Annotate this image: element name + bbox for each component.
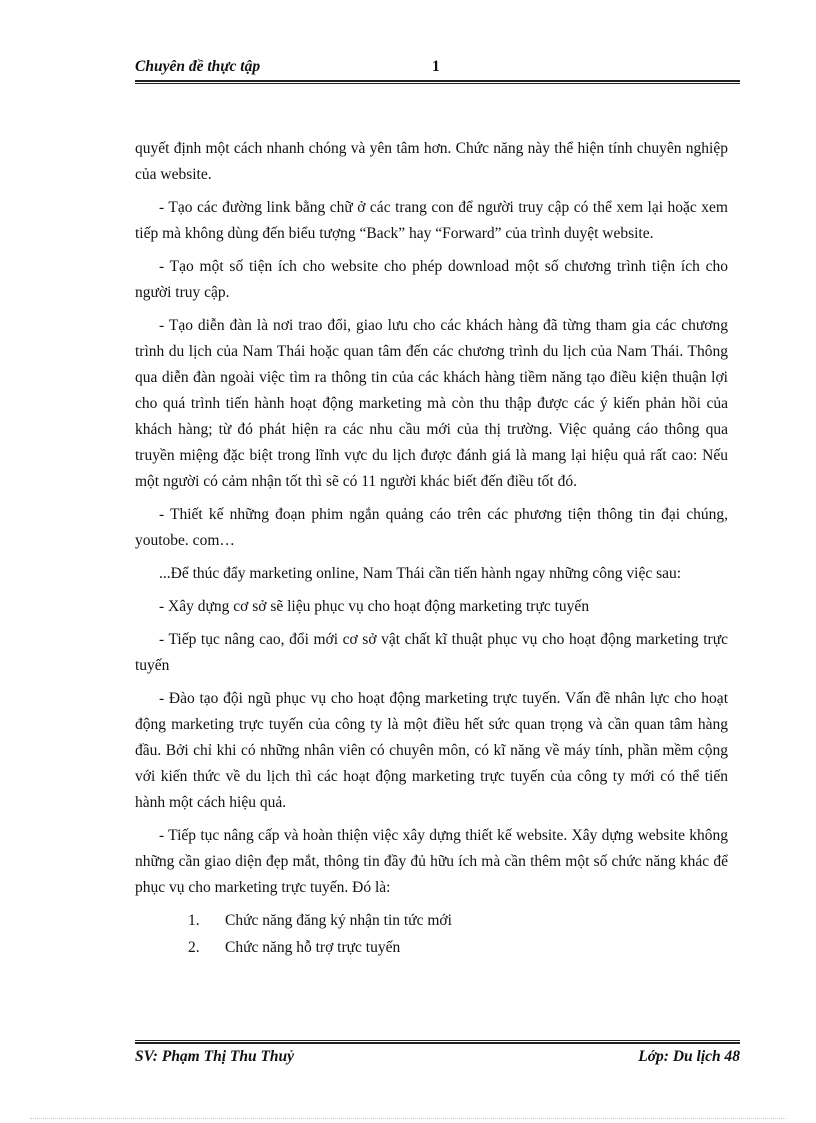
list-item — [135, 908, 728, 935]
footer-student: SV: Phạm Thị Thu Thuỷ — [135, 1048, 295, 1065]
list-item-text: Chức năng hỗ trợ trực tuyến — [225, 939, 401, 956]
numbered-list — [135, 908, 728, 962]
paragraph: - Xây dựng cơ sở sẽ liệu phục vụ cho hoạt động marketing trực tuyến — [159, 598, 590, 615]
paragraph: - Tạo các đường link bằng chữ ở các trang con để người truy cập có thể xem lại hoặc xem tiếp mà không dùng đến biểu tượng “Back” hay “Forward” của trình duyệt website. — [135, 199, 728, 242]
paragraph: - Tiếp tục nâng cao, đổi mới cơ sở vật chất kĩ thuật phục vụ cho hoạt động marketing trực tuyến — [135, 631, 728, 674]
header-title: Chuyên đề thực tập — [135, 58, 261, 75]
paragraph: - Tiếp tục nâng cấp và hoàn thiện việc xây dựng thiết kế website. Xây dựng website không những cần giao diện đẹp mắt, thông tin đầy đủ hữu ích mà cần thêm một số chức năng khác để phục vụ cho marketing trực tuyến. Đó là: — [135, 827, 728, 896]
paragraph: quyết định một cách nhanh chóng và yên tâm hơn. Chức năng này thể hiện tính chuyên nghiệp của website. — [135, 140, 728, 183]
paragraph: - Tạo một số tiện ích cho website cho phép download một số chương trình tiện ích cho người truy cập. — [135, 258, 728, 301]
paragraph: ...Để thúc đẩy marketing online, Nam Thái cần tiến hành ngay những công việc sau: — [159, 565, 682, 582]
page-edge-divider — [30, 1118, 786, 1119]
paragraph: - Tạo diễn đàn là nơi trao đổi, giao lưu cho các khách hàng đã từng tham gia các chương trình du lịch của Nam Thái hoặc quan tâm đến các chương trình du lịch của Nam Thái. Thông qua diễn đàn ngoài việc tìm ra thông tin của các khách hàng tiềm năng tạo điều kiện thuận lợi cho quá trình tiến hành hoạt động marketing mà còn thu thập được các ý kiến phản hồi của khách hàng; từ đó phát hiện ra các nhu cầu mới của thị trường. Việc quảng cáo thông qua truyền miệng đặc biệt trong lĩnh vực du lịch được đánh giá là mang lại hiệu quả rất cao: Nếu một người có cảm nhận tốt thì sẽ có 11 người khác biết đến điều tốt đó. — [135, 317, 728, 490]
paragraph: - Thiết kế những đoạn phim ngắn quảng cáo trên các phương tiện thông tin đại chúng, youtobe. com… — [135, 506, 728, 549]
list-item — [135, 935, 728, 962]
footer-rule — [135, 1040, 740, 1044]
list-item-number: 2. — [188, 939, 200, 956]
page-number: 1 — [432, 58, 440, 75]
header-rule — [135, 80, 740, 84]
paragraph: - Đào tạo đội ngũ phục vụ cho hoạt động marketing trực tuyến. Vấn đề nhân lực cho hoạt động marketing trực tuyến của công ty là một điều hết sức quan trọng và cần quan tâm hàng đầu. Bởi chỉ khi có những nhân viên có chuyên môn, có kĩ năng về máy tính, phần mềm cộng với kiến thức về du lịch thì các hoạt động marketing trực tuyến của công ty mới có thể tiến hành một cách hiệu quả. — [135, 690, 728, 811]
list-item-text: Chức năng đăng ký nhận tin tức mới — [225, 912, 452, 929]
list-item-number: 1. — [188, 912, 200, 929]
page-header — [135, 56, 740, 82]
document-body — [135, 136, 728, 962]
footer-class: Lớp: Du lịch 48 — [638, 1048, 740, 1065]
